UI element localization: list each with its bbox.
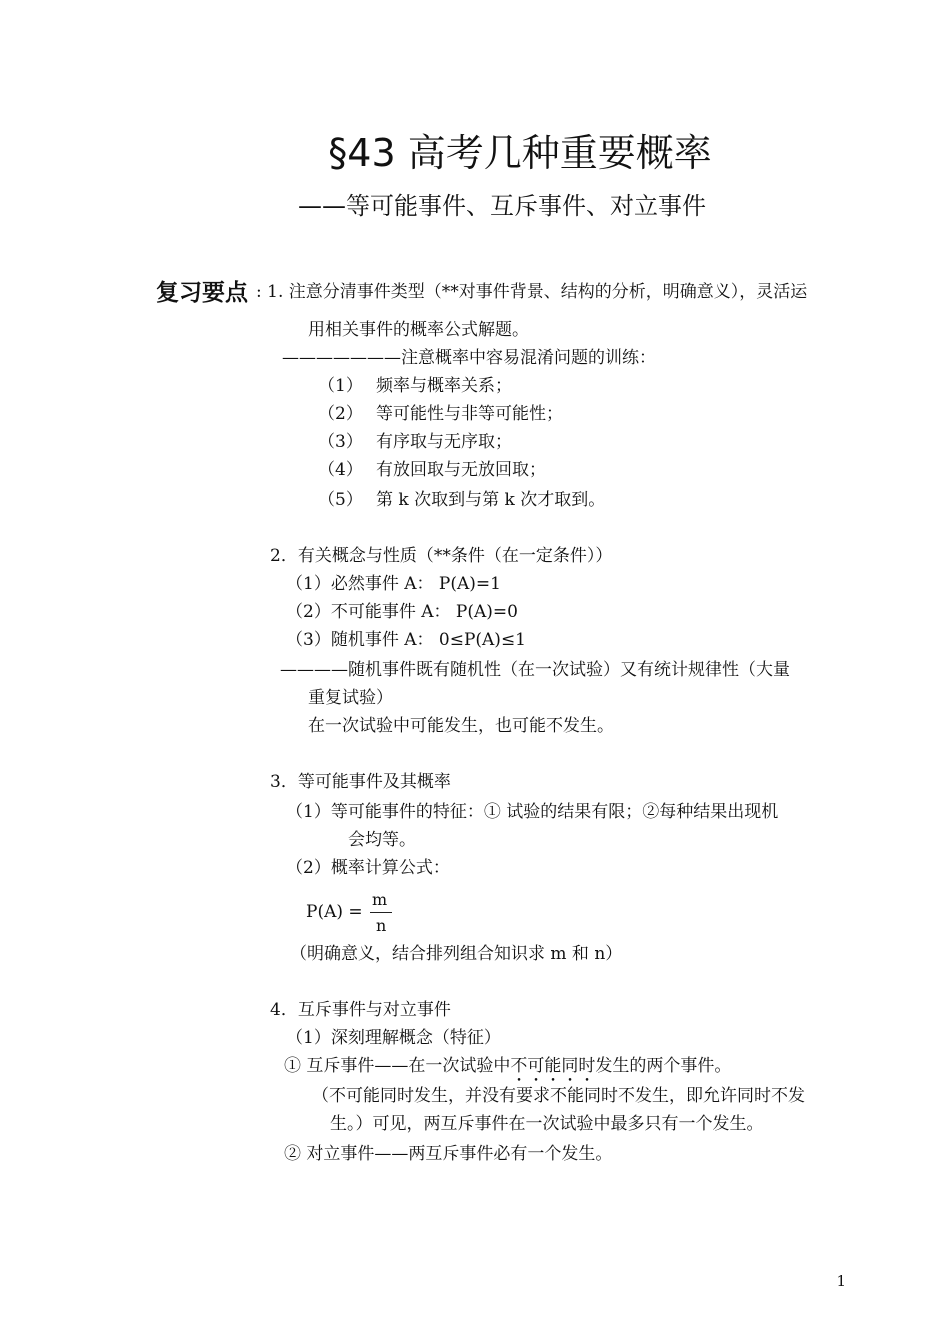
page-title: §43 高考几种重要概率 [328, 131, 712, 175]
s2-item: （2）不可能事件 A： P(A)=0 [286, 602, 518, 622]
review-label: 复习要点 [156, 280, 248, 306]
s1-item-text: 等可能性与非等可能性； [376, 404, 563, 424]
s1-note: ———————注意概率中容易混淆问题的训练： [282, 348, 656, 368]
page-number: 1 [836, 1272, 846, 1290]
s1-item-text: 有序取与无序取； [376, 432, 512, 452]
s1-item-text: 第 k 次取到与第 k 次才取到。 [376, 490, 606, 510]
s1-item-num: （2） [318, 404, 363, 424]
s1-item-num: （5） [318, 490, 363, 510]
s4-heading: 4．互斥事件与对立事件 [270, 1000, 451, 1020]
s2-note-line1: ————随机事件既有随机性（在一次试验）又有统计规律性（大量 [280, 660, 790, 680]
s2-note-line3: 在一次试验中可能发生，也可能不发生。 [308, 716, 614, 736]
fraction-bar [370, 912, 392, 913]
formula-lhs: P(A) = [306, 902, 363, 922]
formula-numerator: m [372, 890, 388, 909]
s2-note-line2: 重复试验） [308, 688, 393, 708]
s1-line1: : 1. 注意分清事件类型（**对事件背景、结构的分析，明确意义），灵活运 [256, 282, 808, 302]
s1-item-num: （1） [318, 376, 363, 396]
s3-item2: （2）概率计算公式： [286, 858, 450, 878]
s2-heading: 2．有关概念与性质（**条件（在一定条件）） [270, 546, 613, 566]
s4-c1-pre: ① 互斥事件——在一次试验中 [284, 1056, 511, 1076]
s4-c1-note-line1: （不可能同时发生，并没有要求不能同时不发生，即允许同时不发 [312, 1086, 805, 1106]
s4-c1-emphasis: 不可能同时 [510, 1056, 596, 1076]
s1-item-num: （3） [318, 432, 363, 452]
s1-line2: 用相关事件的概率公式解题。 [308, 320, 529, 340]
s1-item-text: 有放回取与无放回取； [376, 460, 546, 480]
s4-c1-note-line2: 生。）可见，两互斥事件在一次试验中最多只有一个发生。 [330, 1114, 764, 1134]
page-subtitle: ——等可能事件、互斥事件、对立事件 [298, 192, 706, 220]
s4-item1: （1）深刻理解概念（特征） [286, 1028, 501, 1048]
s1-item-num: （4） [318, 460, 363, 480]
s4-complementary-def: ② 对立事件——两互斥事件必有一个发生。 [284, 1144, 613, 1164]
s2-item: （1）必然事件 A： P(A)=1 [286, 574, 501, 594]
formula-denominator: n [376, 916, 387, 935]
s2-item: （3）随机事件 A： 0≤P(A)≤1 [286, 630, 527, 650]
s1-item-text: 频率与概率关系； [376, 376, 512, 396]
s4-c1-post: 发生的两个事件。 [595, 1056, 732, 1076]
s4-mutually-exclusive-def [284, 1054, 731, 1086]
s3-item1-line2: 会均等。 [348, 830, 416, 850]
s3-item1-line1: （1）等可能事件的特征：① 试验的结果有限；②每种结果出现机 [286, 802, 779, 822]
s3-heading: 3．等可能事件及其概率 [270, 772, 451, 792]
s3-note: （明确意义，结合排列组合知识求 m 和 n） [290, 944, 623, 964]
